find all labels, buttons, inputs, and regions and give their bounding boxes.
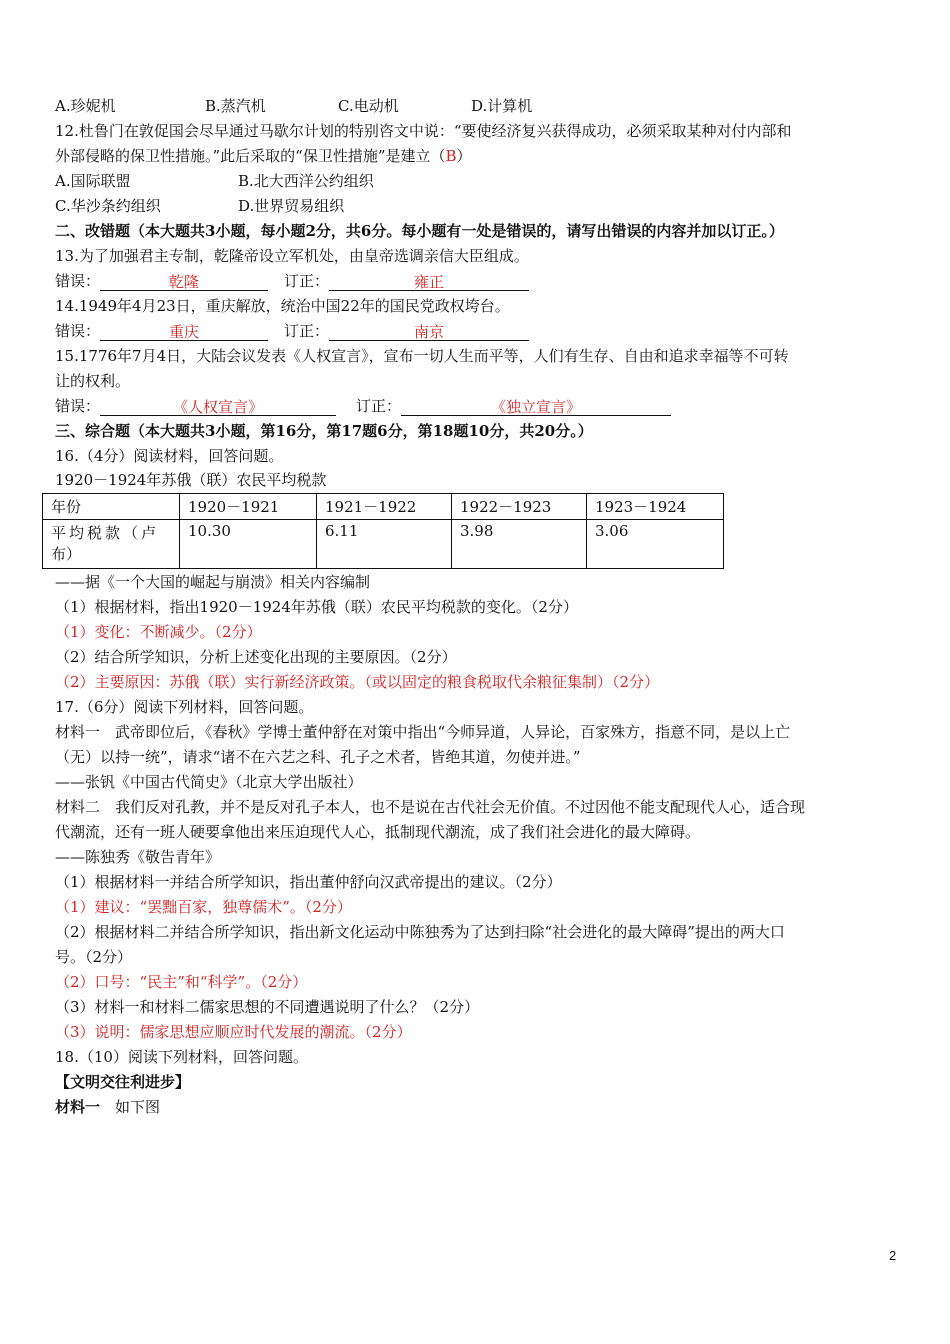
q17-answer2: （2）口号：“民主”和“科学”。（2分） xyxy=(55,973,308,991)
q13-error-blank: 乾隆 xyxy=(100,272,268,291)
table-header-cell: 1922－1923 xyxy=(452,494,587,520)
q17-answer3: （3）说明：儒家思想应顺应时代发展的潮流。（2分） xyxy=(55,1023,412,1041)
q14-fix-blank: 南京 xyxy=(329,322,529,341)
q12-option-c: C.华沙条约组织 xyxy=(55,197,161,215)
q13-fix-blank: 雍正 xyxy=(329,272,529,291)
table-cell: 10.30 xyxy=(180,520,317,569)
table-header-row xyxy=(43,494,724,520)
table-header-cell: 年份 xyxy=(43,494,180,520)
q11-option-d: D.计算机 xyxy=(471,97,533,115)
q13-stem: 13.为了加强君主专制，乾隆帝设立军机处，由皇帝选调亲信大臣组成。 xyxy=(55,247,529,265)
q15-stem-line2: 让的权利。 xyxy=(55,372,131,390)
q16-question2: （2）结合所学知识，分析上述变化出现的主要原因。（2分） xyxy=(55,648,457,666)
q15-error-blank: 《人权宣言》 xyxy=(100,397,336,416)
q17-question2-line2: 号。（2分） xyxy=(55,948,133,966)
page-number: 2 xyxy=(889,1248,897,1263)
q12-options-row1 xyxy=(55,171,374,191)
q12-options-row2 xyxy=(55,196,344,216)
q15-stem-line1: 15.1776年7月4日，大陆会议发表《人权宣言》，宣布一切人生而平等，人们有生存、自由和追求幸福等不可转 xyxy=(55,347,789,365)
table-row-label: 平均税款（卢 布） xyxy=(43,520,180,569)
q17-intro: 17.（6分）阅读下列材料，回答问题。 xyxy=(55,698,314,716)
table-row xyxy=(43,520,724,569)
q15-answer-row: 错误： 《人权宣言》 订正： 《独立宣言》 xyxy=(55,396,671,416)
q16-intro: 16.（4分）阅读材料，回答问题。 xyxy=(55,447,284,465)
q13-answer-row: 错误： 乾隆 订正： 雍正 xyxy=(55,271,529,291)
q18-intro: 18.（10）阅读下列材料，回答问题。 xyxy=(55,1048,308,1066)
q14-answer-row: 错误： 重庆 订正： 南京 xyxy=(55,321,529,341)
q17-question1: （1）根据材料一并结合所学知识，指出董仲舒向汉武帝提出的建议。（2分） xyxy=(55,873,562,891)
q16-question1: （1）根据材料，指出1920－1924年苏俄（联）农民平均税款的变化。（2分） xyxy=(55,598,578,616)
table-cell: 6.11 xyxy=(317,520,452,569)
q17-material2-source: ——陈独秀《敬告青年》 xyxy=(55,848,221,866)
table-header-cell: 1920－1921 xyxy=(180,494,317,520)
q18-material1: 材料一 如下图 xyxy=(55,1098,161,1116)
q17-material2-line1: 材料二 我们反对孔教，并不是反对孔子本人，也不是说在古代社会无价值。不过因他不能支配现代人心，适合现 xyxy=(55,798,806,816)
table-header-cell: 1923－1924 xyxy=(587,494,724,520)
q17-question2-line1: （2）根据材料二并结合所学知识，指出新文化运动中陈独秀为了达到扫除“社会进化的最大障碍”提出的两大口 xyxy=(55,923,785,941)
table-cell: 3.98 xyxy=(452,520,587,569)
q17-material1-line1: 材料一 武帝即位后，《春秋》学博士董仲舒在对策中指出“今师异道，人异论，百家殊方，指意不同，是以上亡 xyxy=(55,723,791,741)
q12-answer: B xyxy=(445,147,457,165)
section2-title: 二、改错题（本大题共3小题，每小题2分，共6分。每小题有一处是错误的，请写出错误的内容并加以订正。） xyxy=(55,222,784,240)
section3-title: 三、综合题（本大题共3小题，第16分，第17题6分，第18题10分，共20分。） xyxy=(55,422,593,440)
q17-material1-line2: （无）以持一统”，请求“诸不在六艺之科、孔子之术者，皆绝其道，勿使并进。” xyxy=(55,748,581,766)
q12-option-a: A.国际联盟 xyxy=(55,172,131,190)
q14-stem: 14.1949年4月23日，重庆解放，统治中国22年的国民党政权垮台。 xyxy=(55,297,510,315)
q17-material1-source: ——张钒《中国古代简史》（北京大学出版社） xyxy=(55,773,363,791)
q15-fix-blank: 《独立宣言》 xyxy=(401,397,671,416)
q16-table-title: 1920－1924年苏俄（联）农民平均税款 xyxy=(55,471,327,489)
q16-answer1: （1）变化：不断减少。（2分） xyxy=(55,623,262,641)
q17-material2-line2: 代潮流，还有一班人硬要拿他出来压迫现代人心，抵制现代潮流，成了我们社会进化的最大障碍。 xyxy=(55,823,701,841)
q11-option-a: A.珍妮机 xyxy=(55,97,116,115)
q16-source: ——据《一个大国的崛起与崩溃》相关内容编制 xyxy=(55,573,371,591)
q11-options xyxy=(55,96,532,116)
table-cell: 3.06 xyxy=(587,520,724,569)
q12-option-b: B.北大西洋公约组织 xyxy=(238,172,374,190)
table-header-cell: 1921－1922 xyxy=(317,494,452,520)
q11-option-b: B.蒸汽机 xyxy=(205,97,266,115)
q18-heading: 【文明交往利进步】 xyxy=(55,1073,191,1091)
q14-error-blank: 重庆 xyxy=(100,322,268,341)
q12-stem-line1: 12.杜鲁门在敦促国会尽早通过马歇尔计划的特别咨文中说：“要使经济复兴获得成功，必须采取某种对付内部和 xyxy=(55,122,792,140)
q12-stem-line2: 外部侵略的保卫性措施。”此后采取的“保卫性措施”是建立（B） xyxy=(55,147,472,165)
q17-question3: （3）材料一和材料二儒家思想的不同遭遇说明了什么？（2分） xyxy=(55,998,480,1016)
q16-tax-table xyxy=(42,493,724,569)
q17-answer1: （1）建议：“罢黜百家，独尊儒术”。（2分） xyxy=(55,898,352,916)
q12-option-d: D.世界贸易组织 xyxy=(238,197,345,215)
q16-answer2: （2）主要原因：苏俄（联）实行新经济政策。（或以固定的粮食税取代余粮征集制）（2分） xyxy=(55,673,660,691)
q11-option-c: C.电动机 xyxy=(338,97,399,115)
